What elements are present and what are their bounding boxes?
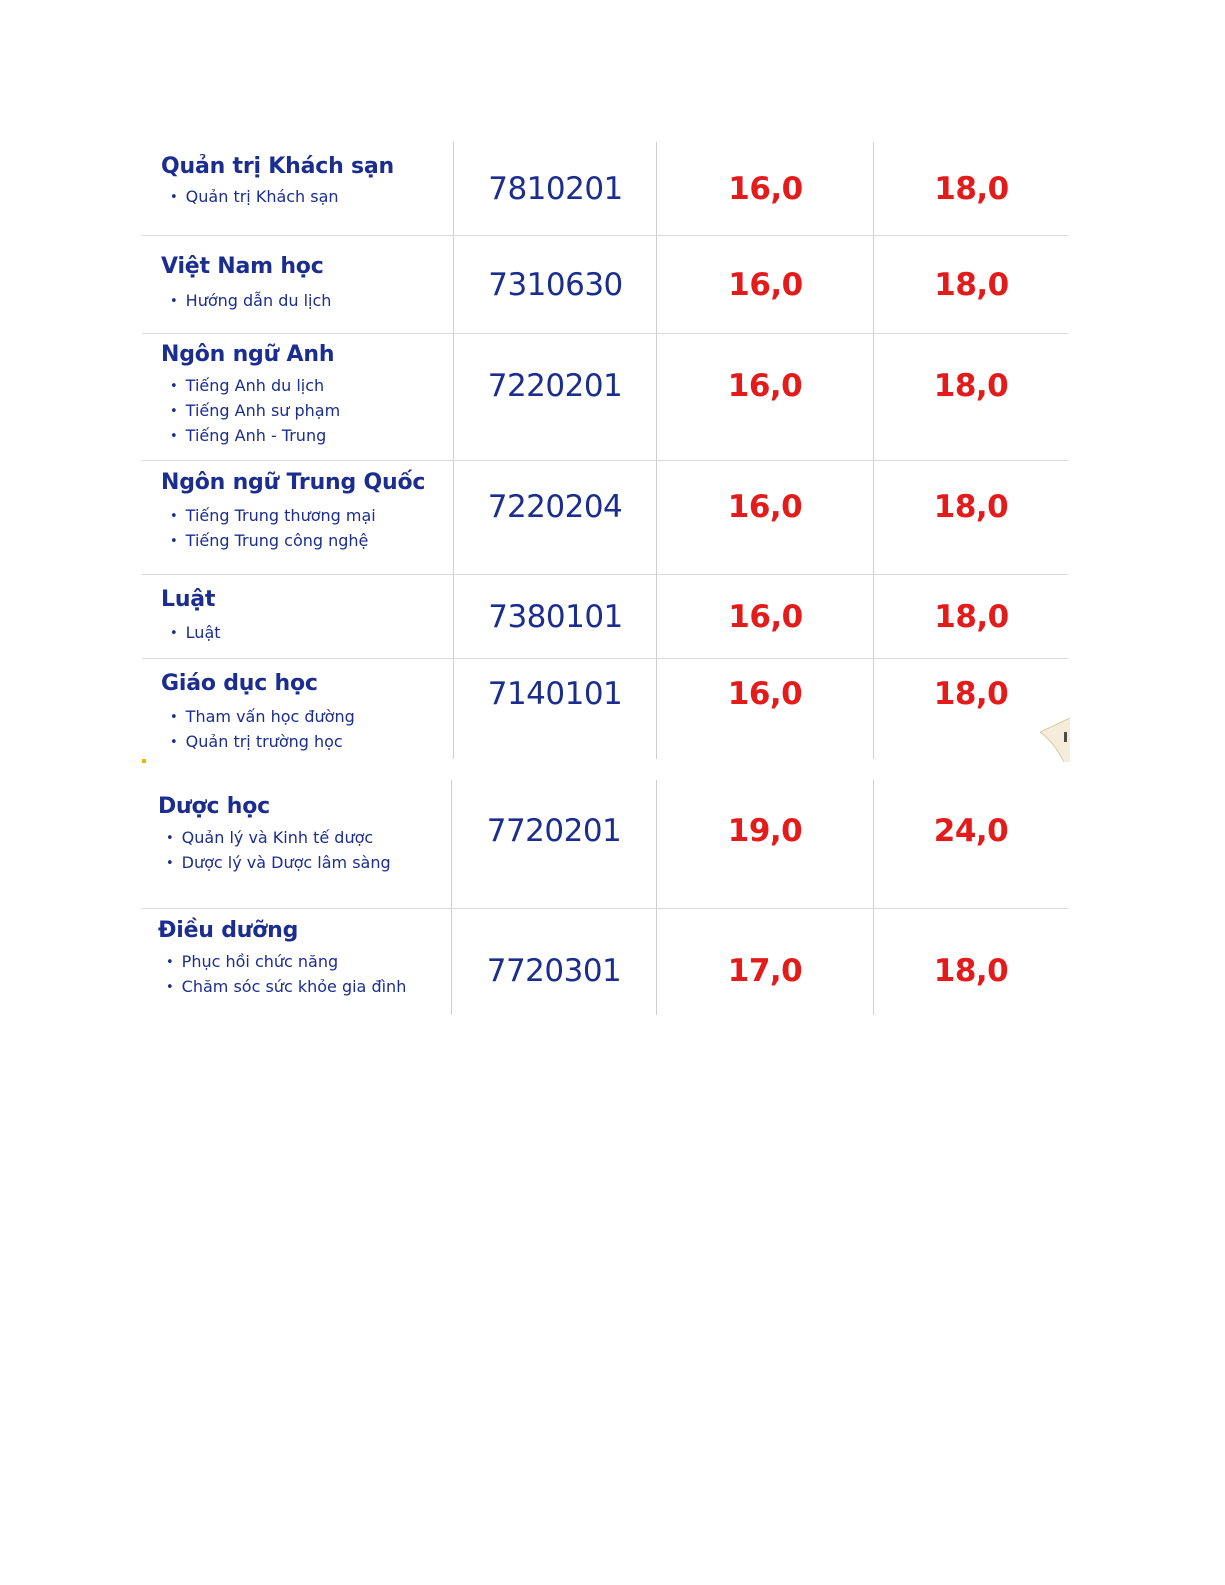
score-2: 18,0	[933, 676, 1009, 712]
code-cell	[453, 659, 656, 759]
major-title: Luật	[161, 587, 216, 612]
major-code: 7720201	[486, 813, 622, 849]
major-title: Quản trị Khách sạn	[161, 154, 395, 179]
score-cell-1	[656, 334, 873, 460]
specialization-item: • Quản trị trường học	[170, 730, 355, 755]
code-cell	[453, 236, 657, 333]
specialization-item: • Quản trị Khách sạn	[170, 185, 339, 210]
major-cell	[142, 780, 453, 908]
score-1: 16,0	[727, 368, 803, 404]
admission-table-bottom	[142, 780, 1068, 1015]
major-cell	[142, 461, 453, 574]
score-2: 18,0	[934, 266, 1009, 303]
specialization-item: • Tiếng Anh du lịch	[170, 374, 340, 399]
score-1: 16,0	[728, 266, 803, 303]
score-1: 16,0	[728, 598, 803, 635]
score-1: 17,0	[727, 953, 803, 989]
decorative-corner-shape	[1040, 718, 1070, 762]
specialization-list	[166, 950, 406, 1000]
score-cell-2	[873, 780, 1068, 908]
major-title: Điều dưỡng	[158, 918, 299, 943]
specialization-list	[170, 289, 331, 314]
score-cell-2	[873, 236, 1069, 333]
major-code: 7220204	[487, 489, 623, 525]
score-2: 18,0	[934, 170, 1009, 207]
score-cell-1	[656, 236, 874, 333]
table-row	[142, 236, 1068, 334]
major-title: Giáo dục học	[161, 671, 318, 696]
score-cell-2	[873, 575, 1069, 658]
score-2: 18,0	[933, 489, 1009, 525]
score-cell-1	[656, 909, 873, 1015]
code-cell	[453, 334, 656, 460]
major-title: Ngôn ngữ Trung Quốc	[161, 470, 426, 495]
table-row	[142, 909, 1068, 1015]
score-cell-1	[656, 659, 873, 759]
score-cell-2	[873, 334, 1068, 460]
major-cell	[142, 659, 453, 759]
specialization-item: • Chăm sóc sức khỏe gia đình	[166, 975, 406, 1000]
score-cell-1	[656, 142, 874, 235]
specialization-item: • Luật	[170, 621, 221, 646]
specialization-list	[170, 705, 355, 755]
specialization-list	[170, 185, 339, 210]
score-1: 19,0	[727, 813, 803, 849]
specialization-list	[166, 826, 391, 876]
table-row	[142, 461, 1068, 575]
score-1: 16,0	[727, 489, 803, 525]
code-cell	[451, 909, 656, 1015]
table-row	[142, 659, 1068, 759]
table-row	[142, 575, 1068, 659]
specialization-item: • Hướng dẫn du lịch	[170, 289, 331, 314]
code-cell	[453, 575, 657, 658]
major-code: 7720301	[486, 953, 622, 989]
major-code: 7310630	[488, 266, 623, 303]
specialization-item: • Tiếng Trung thương mại	[170, 504, 376, 529]
major-code: 7140101	[487, 676, 623, 712]
score-cell-1	[656, 780, 873, 908]
score-cell-2	[873, 909, 1068, 1015]
score-2: 18,0	[933, 953, 1009, 989]
specialization-item: • Tham vấn học đường	[170, 705, 355, 730]
table-row	[142, 334, 1068, 461]
major-cell	[142, 334, 453, 460]
specialization-item: • Dược lý và Dược lâm sàng	[166, 851, 391, 876]
score-cell-2	[873, 142, 1069, 235]
score-1: 16,0	[728, 170, 803, 207]
major-cell	[142, 236, 453, 333]
table-row	[142, 780, 1068, 909]
score-cell-2	[873, 659, 1068, 759]
table-row	[142, 142, 1068, 236]
code-cell	[453, 142, 657, 235]
score-2: 18,0	[933, 368, 1009, 404]
specialization-item: • Tiếng Trung công nghệ	[170, 529, 376, 554]
major-cell	[142, 575, 453, 658]
score-2: 18,0	[934, 598, 1009, 635]
major-code: 7220201	[487, 368, 623, 404]
specialization-list	[170, 374, 340, 449]
admission-table-top	[142, 142, 1068, 759]
score-2: 24,0	[933, 813, 1009, 849]
major-code: 7380101	[488, 598, 623, 635]
specialization-list	[170, 621, 221, 646]
score-cell-2	[873, 461, 1068, 574]
specialization-item: • Quản lý và Kinh tế dược	[166, 826, 391, 851]
specialization-item: • Tiếng Anh sư phạm	[170, 399, 340, 424]
decorative-dot	[142, 759, 146, 763]
code-cell	[453, 461, 656, 574]
major-code: 7810201	[488, 170, 623, 207]
specialization-item: • Tiếng Anh - Trung	[170, 424, 340, 449]
specialization-list	[170, 504, 376, 554]
score-cell-1	[656, 461, 873, 574]
major-title: Việt Nam học	[161, 254, 324, 279]
code-cell	[451, 780, 656, 908]
major-cell	[142, 909, 453, 1015]
major-title: Ngôn ngữ Anh	[161, 342, 335, 367]
specialization-item: • Phục hồi chức năng	[166, 950, 406, 975]
major-cell	[142, 142, 453, 235]
score-cell-1	[656, 575, 874, 658]
score-1: 16,0	[727, 676, 803, 712]
major-title: Dược học	[158, 794, 270, 819]
